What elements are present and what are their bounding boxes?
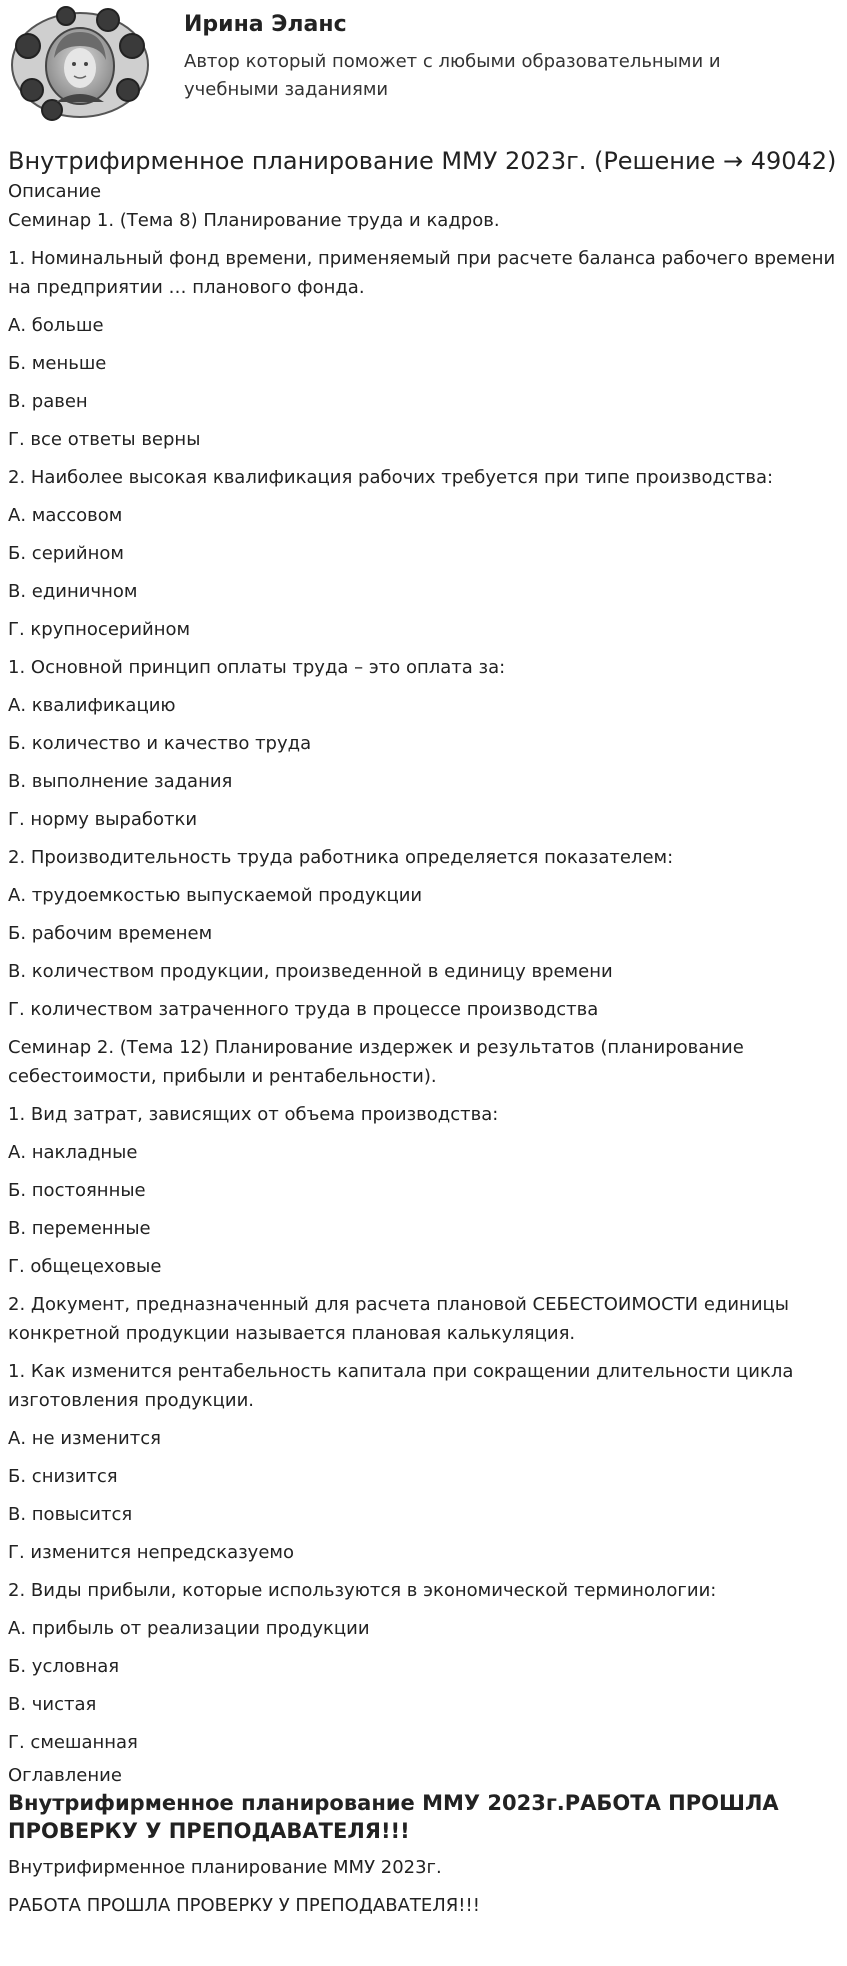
author-avatar[interactable] — [8, 6, 152, 124]
content-line: 2. Производительность труда работника определяется показателем: — [8, 847, 674, 868]
content-line: В. выполнение задания — [8, 771, 233, 792]
content-line: 1. Номинальный фонд времени, применяемый при расчете баланса рабочего времени на предприятии … планового фонда. — [8, 248, 836, 298]
content-line: Б. снизится — [8, 1466, 118, 1487]
content-line: В. количеством продукции, произведенной в единицу времени — [8, 961, 613, 982]
content-line: А. прибыль от реализации продукции — [8, 1618, 370, 1639]
content-line: 2. Документ, предназначенный для расчета плановой СЕБЕСТОИМОСТИ единицы конкретной продукции называется плановая калькуляция. — [8, 1294, 789, 1344]
content-line: 1. Вид затрат, зависящих от объема производства: — [8, 1104, 499, 1125]
page — [8, 0, 838, 1929]
film-reel-avatar-icon — [8, 6, 152, 124]
content-line: В. единичном — [8, 581, 138, 602]
content-line: Г. количеством затраченного труда в процессе производства — [8, 999, 599, 1020]
toc-heading: Внутрифирменное планирование ММУ 2023г.РАБОТА ПРОШЛА ПРОВЕРКУ У ПРЕПОДАВАТЕЛЯ!!! — [8, 1791, 779, 1843]
author-description: Автор который поможет с любыми образовательными и учебными заданиями — [184, 51, 721, 100]
content-line: Б. серийном — [8, 543, 124, 564]
content-line: В. чистая — [8, 1694, 97, 1715]
content-line: А. массовом — [8, 505, 123, 526]
description-content — [8, 206, 838, 1757]
table-of-contents — [8, 1763, 838, 1920]
content-line: В. переменные — [8, 1218, 151, 1239]
page-title: Внутрифирменное планирование ММУ 2023г. (Решение → 49042) — [8, 147, 837, 175]
content-line: Г. изменится непредсказуемо — [8, 1542, 294, 1563]
content-line: Б. условная — [8, 1656, 120, 1677]
content-line: Г. все ответы верны — [8, 429, 201, 450]
content-line: А. трудоемкостью выпускаемой продукции — [8, 885, 423, 906]
content-line: Семинар 1. (Тема 8) Планирование труда и кадров. — [8, 210, 500, 231]
content-line: 2. Наиболее высокая квалификация рабочих требуется при типе производства: — [8, 467, 774, 488]
content-line: 1. Основной принцип оплаты труда – это оплата за: — [8, 657, 506, 678]
content-line: Г. общецеховые — [8, 1256, 162, 1277]
content-line: 1. Как изменится рентабельность капитала при сокращении длительности цикла изготовления продукции. — [8, 1361, 794, 1411]
content-line: А. квалификацию — [8, 695, 176, 716]
content-line: А. больше — [8, 315, 104, 336]
content-line: Г. смешанная — [8, 1732, 138, 1753]
toc-line: РАБОТА ПРОШЛА ПРОВЕРКУ У ПРЕПОДАВАТЕЛЯ!!! — [8, 1895, 480, 1916]
content-line: Б. рабочим временем — [8, 923, 213, 944]
content-line: В. повысится — [8, 1504, 133, 1525]
content-line: Б. постоянные — [8, 1180, 146, 1201]
toc-line: Внутрифирменное планирование ММУ 2023г. — [8, 1857, 442, 1878]
content-line: В. равен — [8, 391, 88, 412]
description-label: Описание — [8, 181, 102, 202]
content-line: Б. количество и качество труда — [8, 733, 312, 754]
content-line: А. накладные — [8, 1142, 138, 1163]
content-line: Г. крупносерийном — [8, 619, 191, 640]
content-line: 2. Виды прибыли, которые используются в экономической терминологии: — [8, 1580, 717, 1601]
content-line: Семинар 2. (Тема 12) Планирование издержек и результатов (планирование себестоимости, прибыли и рентабельности). — [8, 1037, 744, 1087]
content-line: Г. норму выработки — [8, 809, 198, 830]
author-name[interactable]: Ирина Эланс — [184, 12, 347, 37]
toc-label: Оглавление — [8, 1765, 122, 1786]
content-line: Б. меньше — [8, 353, 107, 374]
content-line: А. не изменится — [8, 1428, 161, 1449]
author-card — [8, 0, 838, 130]
